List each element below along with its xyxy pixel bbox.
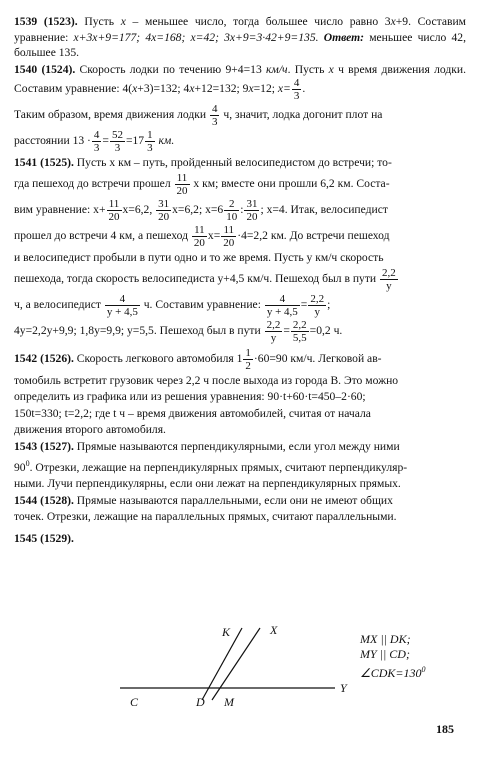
text-line: вим уравнение: x+ $\frac{11}{20}$ x=6,2, $\frac{31}{20}$ x=6,2; x=6 $\frac{2}{10}$ : $\frac{31}{20}$ ; x=4. Итак, велосипедист xyxy=(14,197,388,223)
text-line: $90^0$. Отрезки, лежащие на перпендикулярных прямых, считают перпендикуляр- xyxy=(14,458,408,474)
fraction: $\frac{31}{20}$ xyxy=(246,197,258,223)
problem-1545-conditions: MX || DK; MY || CD; $\angle CDK=130^0$ xyxy=(360,632,426,680)
fraction: $\frac{4}{3}$ xyxy=(93,129,100,155)
text-line: томобиль встретит грузовик через 2,2 ч после выхода из города В. Это можно xyxy=(14,373,399,387)
problem-number: 1539 (1523). xyxy=(14,15,78,28)
page-number: 185 xyxy=(436,722,454,736)
problem-1544: 1544 (1528). Прямые называются параллельными, если они не имеют общих xyxy=(14,493,393,507)
fraction: $\frac{11}{20}$ xyxy=(223,223,235,249)
problem-number: 1540 (1524). xyxy=(14,62,76,76)
problem-1539: 1539 (1523). Пусть x – меньшее число, тогда большее число равно 3x+9. Составим уравнение: x+3x+9=177; 4x=168; x=42; 3x+9=3·42+9=135. Ответ: меньшее число 42, большее 135. xyxy=(14,15,467,60)
problem-number: 1545 (1529). xyxy=(14,531,74,545)
fraction: $\frac{11}{20}$ xyxy=(193,223,205,249)
text-line: прошел до встречи 4 км, а пешеход $\frac{11}{20}$ x= $\frac{11}{20}$ ·4=2,2 км. До встречи пешеход xyxy=(14,223,390,249)
fraction: $\frac{1}{3}$ xyxy=(147,129,153,155)
text-line: определить из графика или из решения уравнения: 90·t+60·t=450–2·60; xyxy=(14,390,366,404)
fraction: $\frac{2,2}{y}$ xyxy=(382,266,396,292)
text-line: 150t=330; t=2,2; где t ч – время движения автомобилей, считая от начала xyxy=(14,406,371,420)
fraction: $\frac{4}{y + 4,5}$ xyxy=(106,292,138,318)
problem-1542: 1542 (1526). Скорость легкового автомобиля 1 $\frac{1}{2}$ ·60=90 км/ч. Легковой ав- xyxy=(14,346,382,372)
text-line: расстоянии 13 · $\frac{4}{3}$ = $\frac{52}{3}$ =17 $\frac{1}{3}$ км. xyxy=(14,129,175,155)
fraction: $\frac{31}{20}$ xyxy=(158,197,170,223)
text-line: пешехода, тогда скорость велосипедиста y+4,5 км/ч. Пешеход был в пути $\frac{2,2}{y}$ xyxy=(14,266,396,292)
label-y: Y xyxy=(340,681,347,695)
geometry-diagram xyxy=(100,620,350,715)
problem-1540: 1540 (1524). Скорость лодки по течению 9+4=13 км/ч. Пусть x ч время движения лодки. Составим уравнение: 4(x+3)=132; 4x+12=132; 9x=12; x= $\frac{4}{3}$ . xyxy=(14,62,466,103)
text-line: 4y=2,2y+9,9; 1,8y=9,9; y=5,5. Пешеход был в пути $\frac{2,2}{y}$ = $\frac{2,2}{5,5}$ =0,2 ч. xyxy=(14,318,343,344)
label-d: D xyxy=(196,695,205,709)
label-x: X xyxy=(270,623,278,637)
text-line: движения второго автомобиля. xyxy=(14,423,166,437)
page-content xyxy=(14,14,466,547)
problem-number: 1541 (1525). xyxy=(14,156,74,170)
fraction: $\frac{2,2}{5,5}$ xyxy=(292,318,307,344)
fraction: $\frac{2,2}{y}$ xyxy=(310,292,325,318)
text-line: ч, а велосипедист $\frac{4}{y + 4,5}$ ч. Составим уравнение: $\frac{4}{y + 4,5}$ = $\frac{2,2}{y}$ ; xyxy=(14,292,331,318)
fraction: $\frac{4}{3}$ xyxy=(211,103,218,129)
fraction: $\frac{2,2}{y}$ xyxy=(266,318,281,344)
text-line: гда пешеход до встречи прошел $\frac{11}{20}$ x км; вместе они прошли 6,2 км. Соста- xyxy=(14,171,390,197)
label-m: M xyxy=(224,695,234,709)
fraction: $\frac{2}{10}$ xyxy=(226,197,238,223)
problem-1545 xyxy=(14,531,466,547)
fraction: $\frac{11}{20}$ xyxy=(176,171,188,197)
label-c: C xyxy=(130,695,139,709)
fraction: $\frac{4}{y + 4,5}$ xyxy=(266,292,298,318)
fraction: $\frac{4}{3}$ xyxy=(293,77,300,103)
fraction: $\frac{52}{3}$ xyxy=(111,129,123,155)
fraction: $\frac{11}{20}$ xyxy=(108,197,120,223)
problem-number: 1543 (1527). xyxy=(14,439,74,453)
text-line: точек. Отрезки, лежащие на параллельных прямых, считают параллельными. xyxy=(14,510,397,524)
text-line: ными. Лучи перпендикулярны, если они лежат на перпендикулярных прямых. xyxy=(14,476,401,490)
text-line: Таким образом, время движения лодки $\frac{4}{3}$ ч, значит, лодка догонит плот на xyxy=(14,103,383,129)
problem-1543: 1543 (1527). Прямые называются перпендикулярными, если угол между ними xyxy=(14,439,400,453)
label-k: K xyxy=(222,625,231,639)
problem-number: 1542 (1526). xyxy=(14,351,74,365)
problem-1541: 1541 (1525). Пусть x км – путь, пройденный велосипедистом до встречи; то- xyxy=(14,156,392,170)
fraction: $\frac{1}{2}$ xyxy=(245,346,251,372)
problem-number: 1544 (1528). xyxy=(14,493,74,507)
text-line: и велосипедист пробыли в пути одно и то же время. Пусть y км/ч скорость xyxy=(14,250,384,264)
